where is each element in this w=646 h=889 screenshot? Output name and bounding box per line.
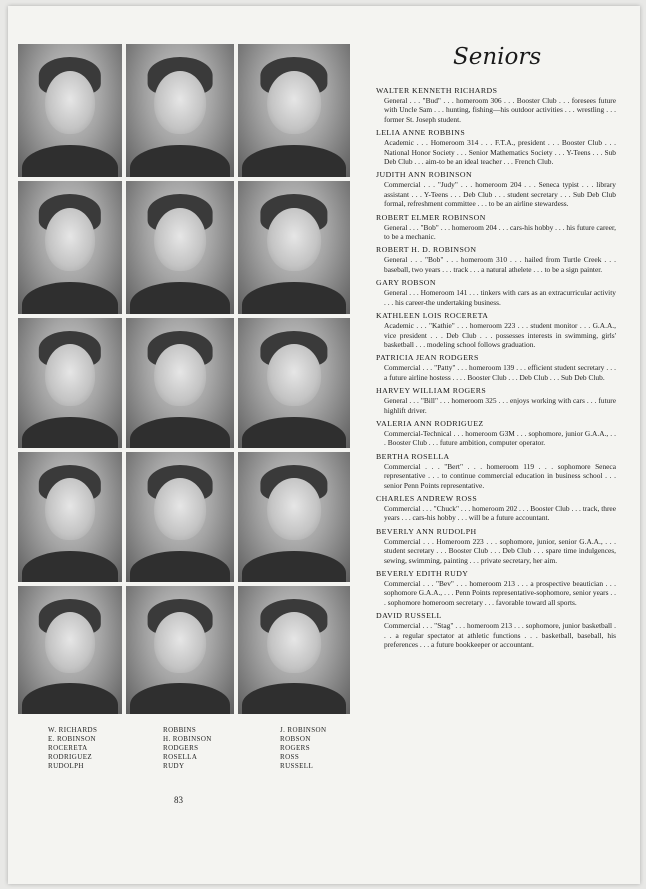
- bio-text: Commercial . . . "Judy" . . . homeroom 204 . . . Seneca typist . . . library assistant . . . Y-Teens . . . Deb Club . . . student secretary . . . Sub Deb Club formal, refreshment committee . . . to be an airline stewardess.: [384, 180, 616, 209]
- bio-text: Academic . . . Homeroom 314 . . . F.T.A., president . . . Booster Club . . . National Honor Society . . . Senior Mathematics Society . . . Y-Teens . . . Sub Deb Club . . . aim-to be an ideal teacher . . . French Club.: [384, 138, 616, 167]
- portrait-photo-rosella: [126, 452, 234, 582]
- portrait-photo-robson: [238, 181, 350, 314]
- portrait-photo-robbins: [126, 44, 234, 177]
- caption-name: ROGERS: [280, 744, 311, 752]
- caption-name: ROSS: [280, 753, 300, 761]
- caption-column-1: [48, 726, 163, 771]
- portrait-photo-ross: [238, 452, 350, 582]
- caption-column-2: [163, 726, 280, 771]
- portrait-photo-h-robinson: [126, 181, 234, 314]
- bio-name: JUDITH ANN ROBINSON: [376, 170, 473, 180]
- bio-text: Commercial-Technical . . . homeroom G3M . . . sophomore, junior G.A.A., . . . Booster Club . . . future ambition, computer operator.: [384, 428, 616, 448]
- portrait-grid: [18, 44, 350, 714]
- portrait-captions: [48, 726, 380, 771]
- bio-name: ROBERT ELMER ROBINSON: [376, 212, 486, 222]
- caption-name: W. RICHARDS: [48, 726, 98, 734]
- bio-entry: [376, 494, 616, 523]
- caption-name: RODGERS: [163, 744, 199, 752]
- bio-name: LELIA ANNE ROBBINS: [376, 128, 466, 138]
- portrait-photo-rodriguez: [18, 452, 122, 582]
- bio-entry: [376, 569, 616, 607]
- caption-name: RUDOLPH: [48, 762, 84, 770]
- portrait-photo-russell: [238, 586, 350, 714]
- bio-name: BEVERLY EDITH RUDY: [376, 569, 469, 578]
- bio-name: HARVEY WILLIAM ROGERS: [376, 386, 487, 396]
- bio-text: Commercial . . . "Bert" . . . homeroom 119 . . . sophomore Seneca representative . . . to continue commercial education in business school . . . senior Penn Points representative.: [384, 461, 616, 490]
- caption-name: J. ROBINSON: [280, 726, 327, 734]
- bio-entry: [376, 527, 616, 565]
- bio-text: Commercial . . . "Stag" . . . homeroom 213 . . . sophomore, junior basketball . . . a regular spectator at athletic functions . . . basketball, baseball, his preferences . . . a future bookkeeper or accountant.: [384, 621, 616, 650]
- bio-entry: [376, 452, 616, 490]
- bio-entry: [376, 213, 616, 242]
- bio-text: General . . . "Bud" . . . homeroom 306 . . . Booster Club . . . foresees future with Uncle Sam . . . hunting, fishing—his outdoor activities . . . wrestling . . . former St. Joseph student.: [384, 96, 616, 124]
- portrait-photo-rogers: [238, 318, 350, 448]
- caption-name: ROBBINS: [163, 726, 197, 734]
- bio-text: Commercial . . . "Bev" . . . homeroom 213 . . . a prospective beautician . . . sophomore G.A.A., . . . Penn Points representative-sophomore, senior years . . . sophomore homeroom secretary . . . favorable toward all sports.: [384, 579, 616, 607]
- bio-entry: [376, 611, 616, 649]
- yearbook-page: [8, 6, 640, 884]
- portrait-photo-rudolph: [18, 586, 122, 714]
- bio-name: WALTER KENNETH RICHARDS: [376, 86, 498, 95]
- caption-name: ROBSON: [280, 735, 311, 743]
- portrait-photo-richards: [18, 44, 122, 177]
- bio-name: BERTHA ROSELLA: [376, 451, 450, 461]
- portrait-photo-j-robinson: [238, 44, 350, 177]
- bio-entry: [376, 86, 616, 124]
- caption-name: E. ROBINSON: [48, 735, 96, 743]
- bio-text: General . . . "Bill" . . . homeroom 325 . . . enjoys working with cars . . . future highlift driver.: [384, 396, 616, 415]
- portrait-photo-rocereta: [18, 318, 122, 448]
- bio-text: Commercial . . . "Chuck" . . . homeroom 202 . . . Booster Club . . . track, three years . . . cars-his hobby . . . will be a future accountant.: [384, 503, 616, 523]
- caption-name: H. ROBINSON: [163, 735, 212, 743]
- bio-text: General . . . Homeroom 141 . . . tinkers with cars as an extracurricular activity . . . his career-the undertaking business.: [384, 288, 616, 307]
- caption-name: ROSELLA: [163, 753, 198, 761]
- bio-text: General . . . "Bob" . . . homeroom 310 . . . hailed from Turtle Creek . . . baseball, two years . . . track . . . a natural athelete . . . to be a sign painter.: [384, 255, 616, 274]
- bio-text: General . . . "Bob" . . . homeroom 204 . . . cars-his hobby . . . his future career, to be a mechanic.: [384, 222, 616, 242]
- bio-entry: [376, 278, 616, 307]
- bio-name: CHARLES ANDREW ROSS: [376, 493, 478, 503]
- bio-name: KATHLEEN LOIS ROCERETA: [376, 311, 489, 321]
- bio-entry: [376, 245, 616, 274]
- page-number: 83: [174, 795, 183, 805]
- portrait-photo-e-robinson: [18, 181, 122, 314]
- caption-name: RUDY: [163, 762, 185, 770]
- section-heading: Seniors: [453, 44, 542, 70]
- bio-entry: [376, 386, 616, 415]
- bio-name: GARY ROBSON: [376, 278, 436, 288]
- bio-entry: [376, 128, 616, 166]
- caption-name: ROCERETA: [48, 744, 88, 752]
- caption-name: RUSSELL: [280, 762, 314, 770]
- bio-name: DAVID RUSSELL: [376, 611, 442, 621]
- caption-name: RODRIGUEZ: [48, 753, 93, 761]
- bio-text: Academic . . . "Kathie" . . . homeroom 223 . . . student monitor . . . G.A.A., vice president . . . Deb Club . . . possesses interests in swimming, girls' basketball . . . modeling school follows graduation.: [384, 321, 616, 349]
- bio-entry: [376, 170, 616, 208]
- bio-list: [376, 86, 616, 653]
- bio-entry: [376, 311, 616, 349]
- portrait-photo-rodgers: [126, 318, 234, 448]
- bio-name: ROBERT H. D. ROBINSON: [376, 245, 477, 255]
- bio-name: BEVERLY ANN RUDOLPH: [376, 526, 477, 536]
- bio-text: Commercial . . . Homeroom 223 . . . sophomore, junior, senior G.A.A., . . . student secretary . . . Booster Club . . . Deb Club . . . spare time indulgences, sewing, swimming, painting . . . private secretary, her aim.: [384, 536, 616, 565]
- bio-entry: [376, 353, 616, 382]
- bio-entry: [376, 419, 616, 448]
- bio-name: PATRICIA JEAN RODGERS: [376, 353, 479, 363]
- bio-name: VALERIA ANN RODRIGUEZ: [376, 418, 484, 428]
- bio-text: Commercial . . . "Patty" . . . homeroom 139 . . . efficient student secretary . . . a future airline hostess . . . . Booster Club . . . Deb Club . . . Sub Deb Club.: [384, 363, 616, 382]
- caption-column-3: [280, 726, 380, 771]
- portrait-photo-rudy: [126, 586, 234, 714]
